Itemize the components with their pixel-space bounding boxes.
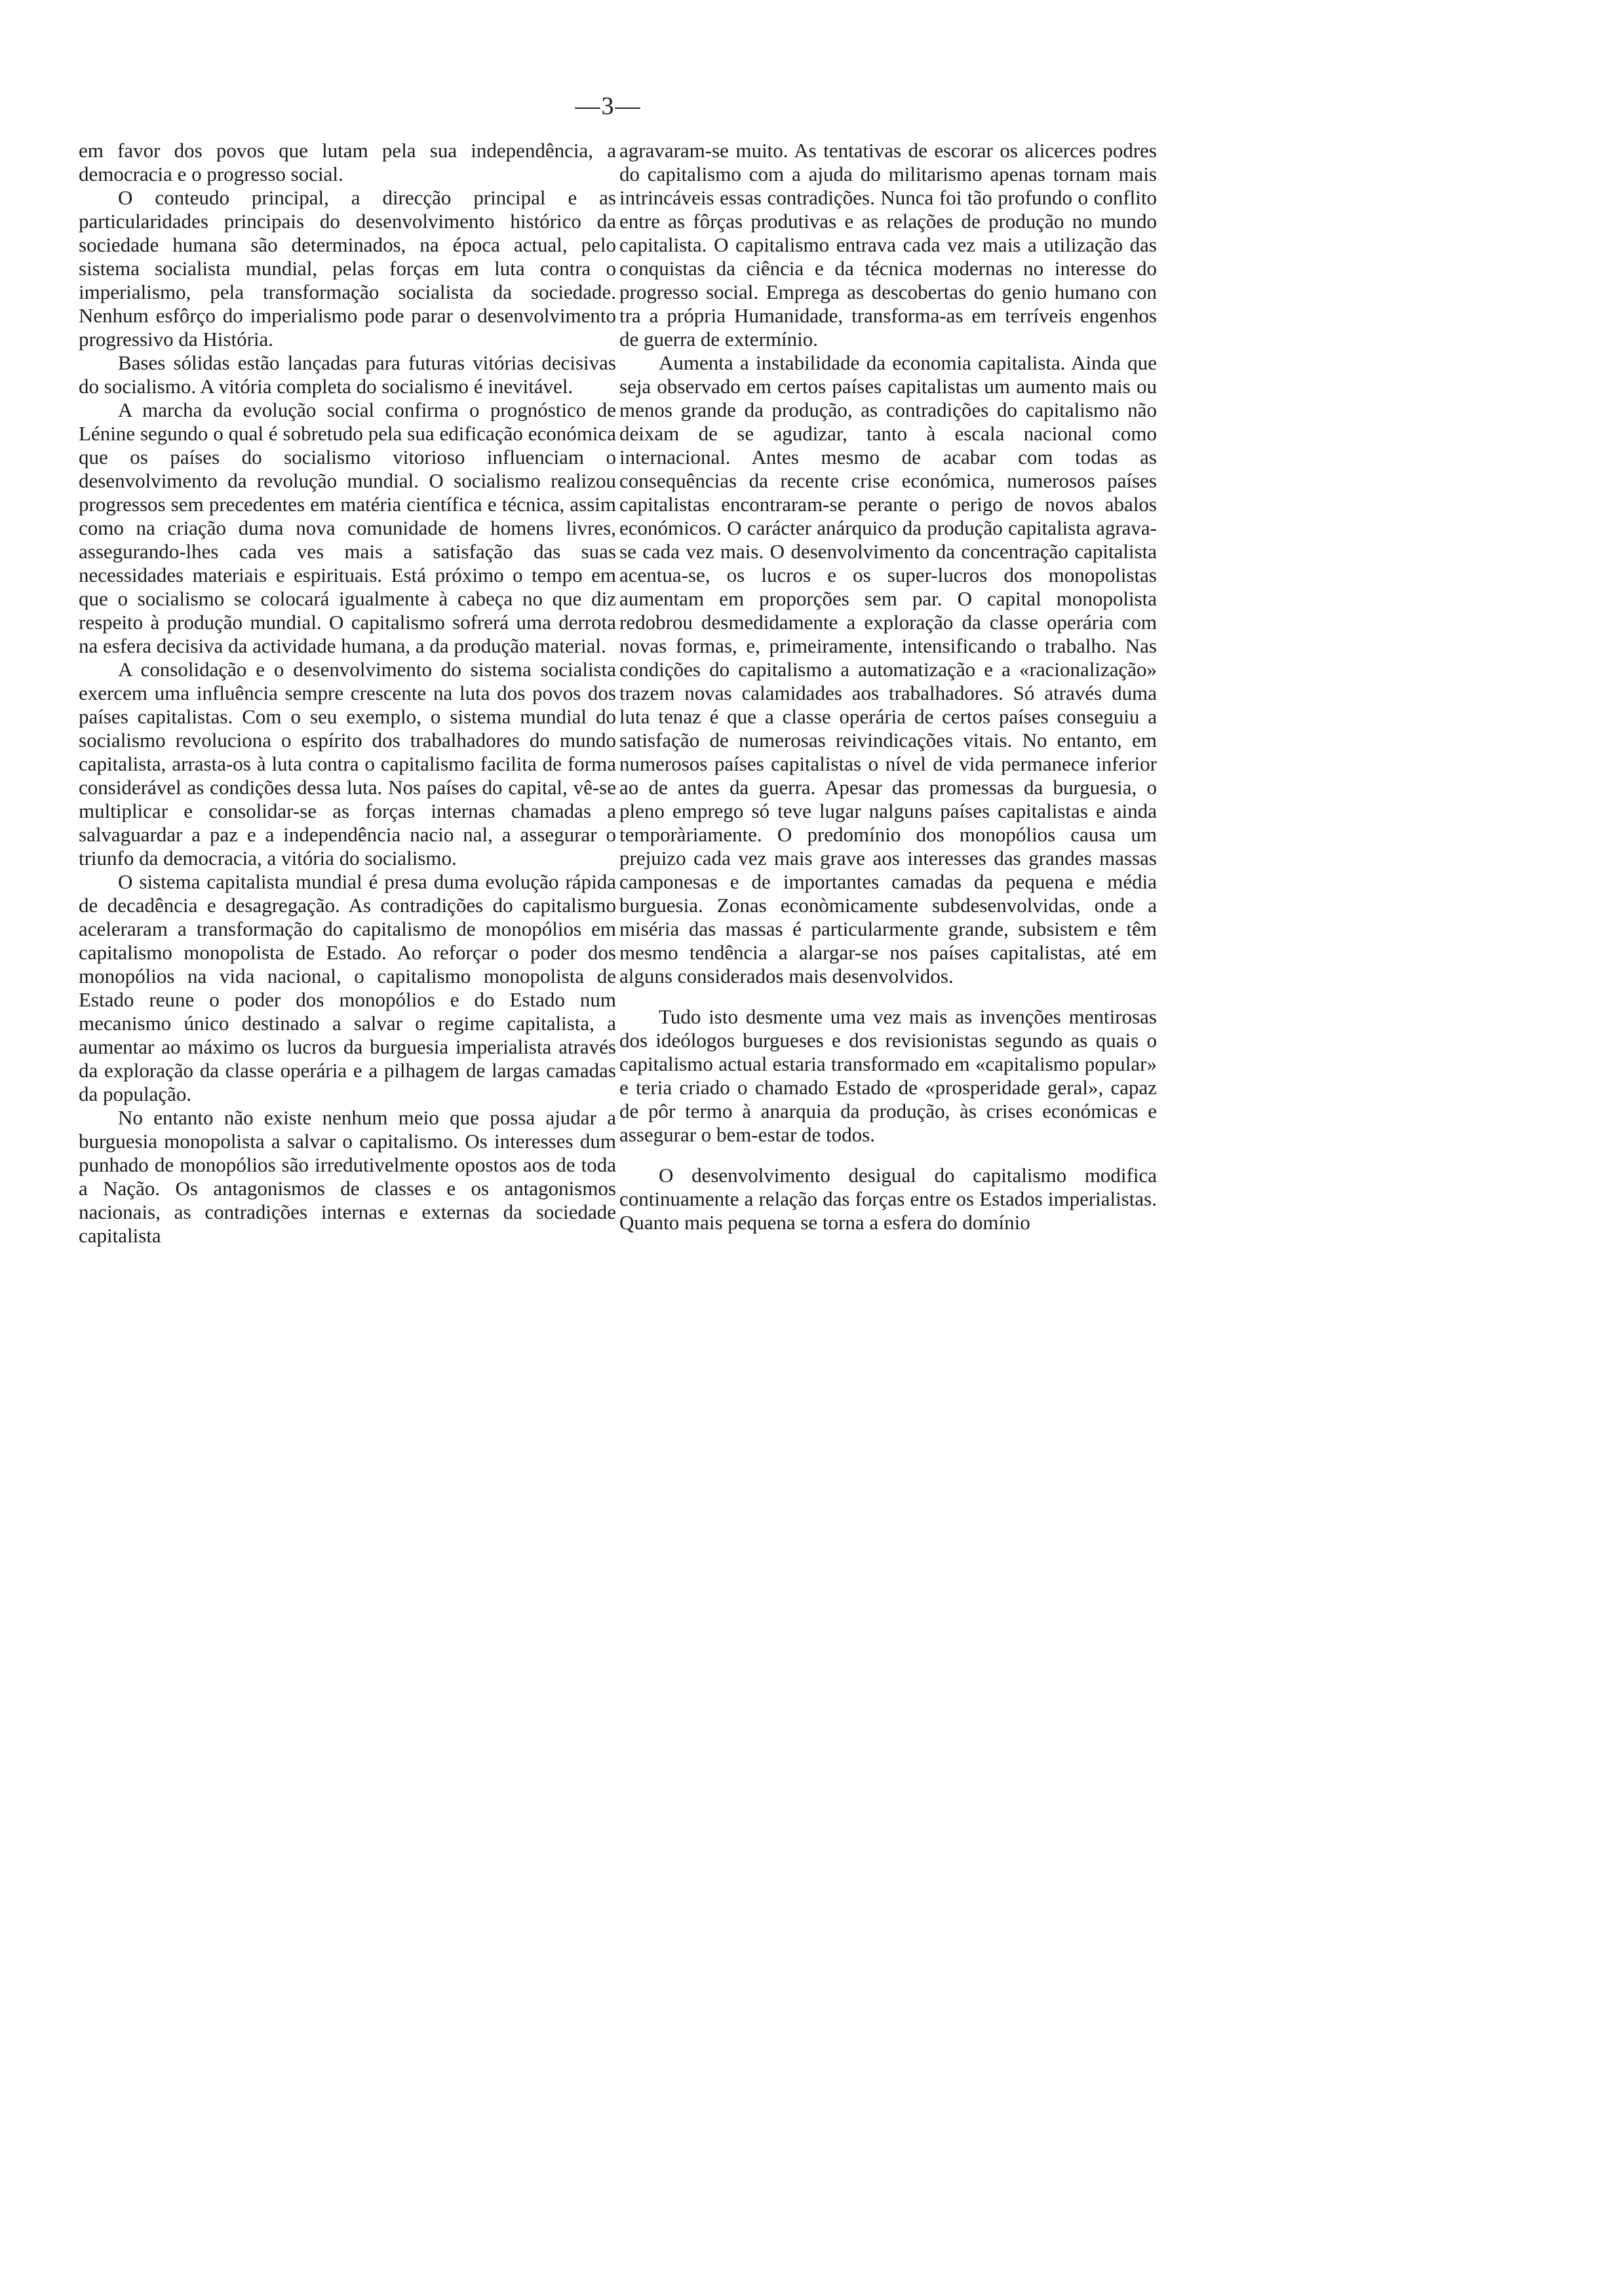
paragraph: A consolidação e o desenvolvimento do sistema socialista exercem uma influência sempre crescente na luta dos povos dos países capitalistas. Com o seu exemplo, o sistema mundial do socialismo revoluciona o espírito dos trabalhadores do mundo capitalista, arrasta-os à luta contra o capitalismo facilita de forma considerável as condições dessa luta. Nos países do capital, vê-se multiplicar e consolidar-se as forças internas chamadas a salvaguardar a paz e a independência nacio nal, a assegurar o triunfo da democracia, a vitória do socialismo. xyxy=(79,658,616,870)
paragraph: em favor dos povos que lutam pela sua independência, a democracia e o progresso social. xyxy=(79,139,616,185)
paragraph: Tudo isto desmente uma vez mais as invenções mentirosas dos ideólogos burgueses e dos revisionistas segundo as quais o capitalismo actual estaria transformado em «capitalismo popular» e teria criado o chamado Estado de «prosperidade geral», capaz de pôr termo à anarquia da produção, às crises económicas e assegurar o bem-estar de todos. xyxy=(619,1005,1157,1146)
paragraph: Aumenta a instabilidade da economia capitalista. Ainda que seja observado em certos países capitalistas um aumento mais ou menos grande da produção, as contradições do capitalismo não deixam de se agudizar, tanto à escala nacional como internacional. Antes mesmo de acabar com todas as consequências da recente crise económica, numerosos países capitalistas encontraram-se perante o perigo de novos abalos económicos. O carácter anárquico da produção capitalista agrava-se cada vez mais. O desenvolvimento da concentração capitalista acentua-se, os lucros e os super-lucros dos monopolistas aumentam em proporções sem par. O capital monopolista redobrou desmedidamente a exploração da classe operária com novas formas, e, primeiramente, intensificando o trabalho. Nas condições do capitalismo a automatização e a «racionalização» trazem novas calamidades aos trabalhadores. Só através duma luta tenaz é que a classe operária de certos países conseguiu a satisfação de numerosas reivindicações vitais. No entanto, em numerosos países capitalistas o nível de vida permanece inferior ao de antes da guerra. Apesar das promessas da burguesia, o pleno emprego só teve lugar nalguns países capitalistas e ainda temporàriamente. O predomínio dos monopólios causa um prejuizo cada vez mais grave aos interesses das grandes massas camponesas e de importantes camadas da pequena e média burguesia. Zonas econòmicamente subdesenvolvidas, onde a miséria das massas é particularmente grande, subsistem e têm mesmo tendência a alargar-se nos países capitalistas, até em alguns considerados mais desenvolvidos. xyxy=(619,351,1157,987)
paragraph: O desenvolvimento desigual do capitalismo modifica continuamente a relação das forças entre os Estados imperialistas. Quanto mais pequena se torna a esfera do domínio xyxy=(619,1164,1157,1234)
paragraph: O sistema capitalista mundial é presa duma evolução rápida de decadência e desagregação. As contradições do capitalismo aceleraram a transformação do capitalismo de monopólios em capitalismo monopolista de Estado. Ao reforçar o poder dos monopólios na vida nacional, o capitalismo monopolista de Estado reune o poder dos monopólios e do Estado num mecanismo único destinado a salvar o regime capitalista, a aumentar ao máximo os lucros da burguesia imperialista através da exploração da classe operária e a pilhagem de largas camadas da população. xyxy=(79,870,616,1105)
paragraph: O conteudo principal, a direcção principal e as particularidades principais do desenvolvimento histórico da sociedade humana são determinados, na época actual, pelo sistema socialista mundial, pelas forças em luta contra o imperialismo, pela transformação socialista da sociedade. Nenhum esfôrço do imperialismo pode parar o desenvolvimento progressivo da História. xyxy=(79,186,616,351)
left-column xyxy=(79,139,616,1248)
page-number: —3— xyxy=(575,92,642,120)
paragraph: A marcha da evolução social confirma o prognóstico de Lénine segundo o qual é sobretudo pela sua edificação económica que os países do socialismo vitorioso influenciam o desenvolvimento da revolução mundial. O socialismo realizou progressos sem precedentes em matéria científica e técnica, assim como na criação duma nova comunidade de homens livres, assegurando-lhes cada ves mais a satisfação das suas necessidades materiais e espirituais. Está próximo o tempo em que o socialismo se colocará igualmente à cabeça no que diz respeito à produção mundial. O capitalismo sofrerá uma derrota na esfera decisiva da actividade humana, a da produção material. xyxy=(79,398,616,657)
paragraph: Bases sólidas estão lançadas para futuras vitórias decisivas do socialismo. A vitória completa do socialismo é inevitável. xyxy=(79,351,616,398)
paragraph: No entanto não existe nenhum meio que possa ajudar a burguesia monopolista a salvar o capitalismo. Os interesses dum punhado de monopólios são irredutivelmente opostos aos de toda a Nação. Os antagonismos de classes e os antagonismos nacionais, as contradições internas e externas da sociedade capitalista xyxy=(79,1106,616,1247)
right-column xyxy=(619,139,1157,1234)
paragraph: agravaram-se muito. As tentativas de escorar os alicerces podres do capitalismo com a ajuda do militarismo apenas tornam mais intrincáveis essas contradições. Nunca foi tão profundo o conflito entre as fôrças produtivas e as relações de produção no mundo capitalista. O capitalismo entrava cada vez mais a utilização das conquistas da ciência e da técnica modernas no interesse do progresso social. Emprega as descobertas do genio humano con tra a própria Humanidade, transforma-as em terríveis engenhos de guerra de extermínio. xyxy=(619,139,1157,351)
